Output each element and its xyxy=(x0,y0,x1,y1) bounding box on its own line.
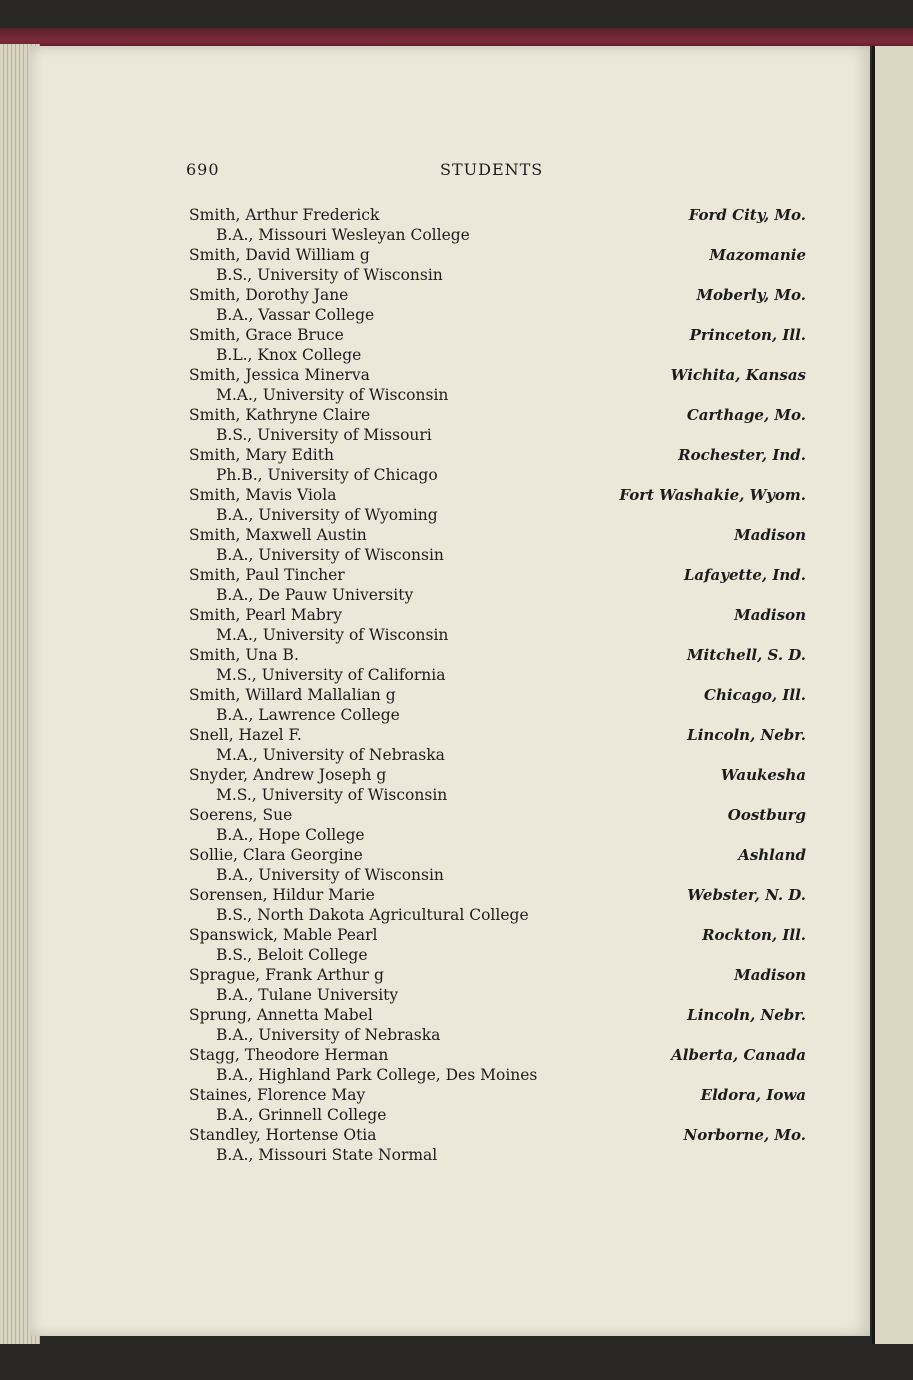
student-name: Smith, Jessica Minerva xyxy=(189,366,370,384)
student-hometown: Webster, N. D. xyxy=(687,886,806,904)
student-hometown: Norborne, Mo. xyxy=(683,1126,806,1144)
student-entry xyxy=(0,886,913,926)
student-degree: B.S., North Dakota Agricultural College xyxy=(216,906,529,924)
student-entry xyxy=(0,366,913,406)
student-degree: B.S., Beloit College xyxy=(216,946,368,964)
student-degree: B.A., Hope College xyxy=(216,826,365,844)
student-degree: B.L., Knox College xyxy=(216,346,362,364)
student-degree: B.A., Highland Park College, Des Moines xyxy=(216,1066,538,1084)
student-hometown: Moberly, Mo. xyxy=(696,286,806,304)
student-entry xyxy=(0,646,913,686)
student-name: Smith, Maxwell Austin xyxy=(189,526,367,544)
student-entry xyxy=(0,526,913,566)
student-degree: B.A., Grinnell College xyxy=(216,1106,387,1124)
student-degree: B.A., University of Wyoming xyxy=(216,506,438,524)
student-degree: Ph.B., University of Chicago xyxy=(216,466,438,484)
student-entry xyxy=(0,326,913,366)
student-name: Stagg, Theodore Herman xyxy=(189,1046,389,1064)
student-hometown: Waukesha xyxy=(720,766,806,784)
student-entry xyxy=(0,566,913,606)
student-entry xyxy=(0,726,913,766)
student-entry xyxy=(0,1046,913,1086)
student-degree: B.A., Missouri Wesleyan College xyxy=(216,226,470,244)
student-entry xyxy=(0,686,913,726)
student-name: Smith, Mavis Viola xyxy=(189,486,337,504)
student-hometown: Princeton, Ill. xyxy=(689,326,806,344)
student-hometown: Ford City, Mo. xyxy=(688,206,806,224)
student-name: Smith, Kathryne Claire xyxy=(189,406,371,424)
student-name: Snyder, Andrew Joseph g xyxy=(189,766,387,784)
student-name: Sprung, Annetta Mabel xyxy=(189,1006,373,1024)
student-name: Smith, Arthur Frederick xyxy=(189,206,380,224)
student-degree: B.A., De Pauw University xyxy=(216,586,414,604)
student-hometown: Madison xyxy=(734,606,806,624)
student-name: Standley, Hortense Otia xyxy=(189,1126,377,1144)
student-name: Smith, Pearl Mabry xyxy=(189,606,342,624)
student-list xyxy=(0,206,913,1166)
student-degree: B.S., University of Wisconsin xyxy=(216,266,443,284)
student-degree: B.A., Missouri State Normal xyxy=(216,1146,438,1164)
student-entry xyxy=(0,1006,913,1046)
student-degree: B.A., Lawrence College xyxy=(216,706,400,724)
student-degree: M.A., University of Nebraska xyxy=(216,746,445,764)
student-degree: B.A., Tulane University xyxy=(216,986,399,1004)
student-hometown: Eldora, Iowa xyxy=(700,1086,806,1104)
student-entry xyxy=(0,926,913,966)
student-name: Smith, Dorothy Jane xyxy=(189,286,349,304)
student-name: Spanswick, Mable Pearl xyxy=(189,926,378,944)
student-entry xyxy=(0,766,913,806)
student-entry xyxy=(0,1126,913,1166)
student-hometown: Oostburg xyxy=(727,806,806,824)
student-hometown: Lafayette, Ind. xyxy=(683,566,806,584)
student-hometown: Rochester, Ind. xyxy=(678,446,806,464)
student-entry xyxy=(0,286,913,326)
student-name: Sollie, Clara Georgine xyxy=(189,846,363,864)
student-hometown: Lincoln, Nebr. xyxy=(687,1006,806,1024)
page-header xyxy=(0,160,913,184)
student-entry xyxy=(0,446,913,486)
student-hometown: Chicago, Ill. xyxy=(704,686,806,704)
student-hometown: Wichita, Kansas xyxy=(670,366,806,384)
student-hometown: Carthage, Mo. xyxy=(686,406,806,424)
student-degree: B.A., University of Wisconsin xyxy=(216,866,444,884)
student-hometown: Madison xyxy=(734,966,806,984)
student-name: Soerens, Sue xyxy=(189,806,293,824)
student-entry xyxy=(0,486,913,526)
student-entry xyxy=(0,206,913,246)
student-degree: M.S., University of California xyxy=(216,666,446,684)
student-name: Sprague, Frank Arthur g xyxy=(189,966,384,984)
student-name: Staines, Florence May xyxy=(189,1086,366,1104)
student-degree: B.A., University of Wisconsin xyxy=(216,546,444,564)
student-hometown: Mazomanie xyxy=(709,246,806,264)
student-entry xyxy=(0,846,913,886)
student-name: Smith, Grace Bruce xyxy=(189,326,344,344)
student-hometown: Fort Washakie, Wyom. xyxy=(619,486,806,504)
student-name: Smith, Willard Mallalian g xyxy=(189,686,396,704)
student-hometown: Lincoln, Nebr. xyxy=(687,726,806,744)
student-hometown: Mitchell, S. D. xyxy=(686,646,806,664)
student-hometown: Alberta, Canada xyxy=(671,1046,806,1064)
student-entry xyxy=(0,406,913,446)
student-name: Smith, Mary Edith xyxy=(189,446,334,464)
student-degree: M.S., University of Wisconsin xyxy=(216,786,448,804)
student-name: Snell, Hazel F. xyxy=(189,726,302,744)
student-degree: M.A., University of Wisconsin xyxy=(216,386,449,404)
page-number: 690 xyxy=(186,160,220,179)
student-degree: M.A., University of Wisconsin xyxy=(216,626,449,644)
student-name: Sorensen, Hildur Marie xyxy=(189,886,375,904)
student-degree: B.A., Vassar College xyxy=(216,306,375,324)
student-name: Smith, Una B. xyxy=(189,646,299,664)
student-name: Smith, David William g xyxy=(189,246,370,264)
student-name: Smith, Paul Tincher xyxy=(189,566,345,584)
student-hometown: Rockton, Ill. xyxy=(702,926,806,944)
student-degree: B.A., University of Nebraska xyxy=(216,1026,441,1044)
student-hometown: Madison xyxy=(734,526,806,544)
running-title: STUDENTS xyxy=(440,160,544,179)
student-entry xyxy=(0,1086,913,1126)
student-degree: B.S., University of Missouri xyxy=(216,426,432,444)
student-hometown: Ashland xyxy=(738,846,806,864)
student-entry xyxy=(0,246,913,286)
student-entry xyxy=(0,606,913,646)
student-entry xyxy=(0,966,913,1006)
student-entry xyxy=(0,806,913,846)
